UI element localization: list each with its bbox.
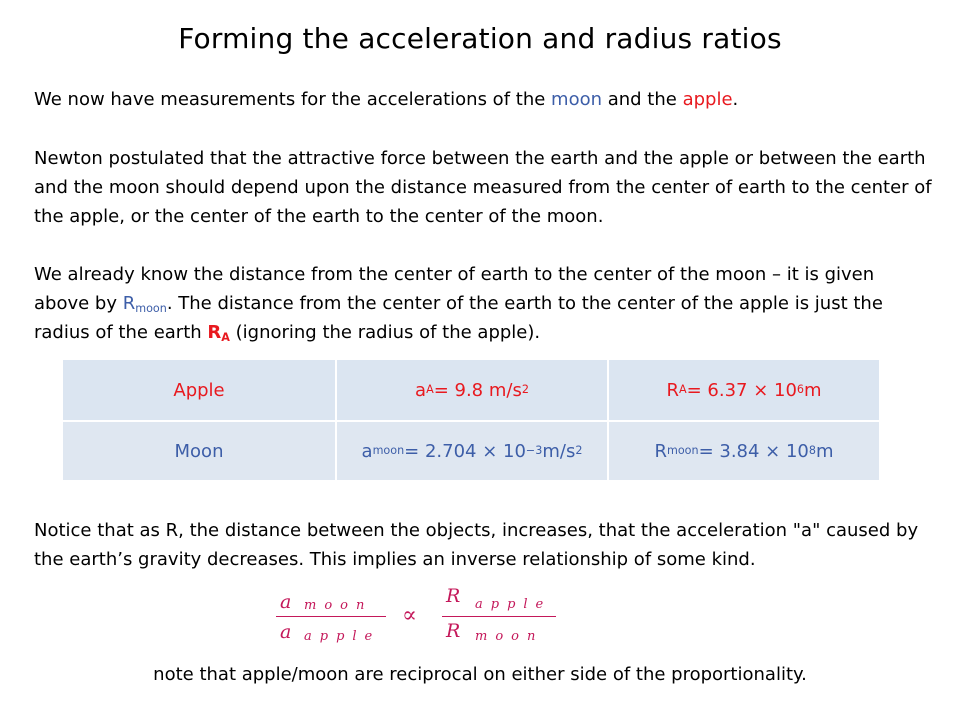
- measurements-table: [63, 360, 879, 480]
- p1-text-after: .: [732, 89, 739, 110]
- moon-r-value: = 3.84 × 10: [698, 440, 809, 462]
- paragraph-measurements: [34, 85, 934, 114]
- reciprocal-note: note that apple/moon are reciprocal on either side of the proportionality.: [153, 664, 807, 685]
- p1-apple-word: apple: [682, 89, 733, 110]
- apple-a-symbol: a: [415, 379, 427, 401]
- right-fraction-line: [442, 616, 556, 617]
- proportionality-formula: [270, 583, 570, 645]
- proportional-symbol: ∝: [402, 603, 417, 628]
- p3-text-b: . The distance from the center of the earth to the center of the apple is just the radius of the earth: [34, 293, 883, 343]
- moon-a-value: = 2.704 × 10: [404, 440, 526, 462]
- formula-numerator-a: a: [280, 591, 292, 613]
- formula-numerator-sub: moon: [304, 598, 373, 613]
- p3-r-symbol: R: [122, 293, 136, 314]
- p3-text-c: (ignoring the radius of the apple).: [229, 322, 541, 343]
- moon-a-unit: m/s: [542, 440, 576, 462]
- left-fraction-line: [276, 616, 386, 617]
- p3-ra-subscript: A: [221, 330, 230, 344]
- moon-a-symbol: a: [361, 440, 373, 462]
- moon-label-cell: Moon: [63, 420, 335, 480]
- moon-radius-cell: R moon = 3.84 × 10 8 m: [607, 420, 879, 480]
- p3-text-a: We already know the distance from the center of earth to the center of the moon – it is given above by: [34, 264, 875, 314]
- apple-acceleration-cell: a A = 9.8 m/s 2: [335, 360, 607, 420]
- p3-r-moon-subscript: moon: [135, 301, 167, 315]
- formula-r-denominator-sub: moon: [475, 629, 544, 644]
- table-row-moon: [63, 420, 879, 480]
- p1-text-before: We now have measurements for the accelerations of the: [34, 89, 552, 110]
- moon-r-symbol: R: [654, 440, 667, 462]
- slide-title: Forming the acceleration and radius ratios: [178, 22, 782, 55]
- apple-r-value: = 6.37 × 10: [686, 379, 797, 401]
- table-row-apple: [63, 360, 879, 420]
- apple-r-symbol: R: [666, 379, 679, 401]
- apple-r-unit: m: [804, 379, 822, 401]
- formula-r-numerator: R: [446, 585, 461, 607]
- paragraph-newton: Newton postulated that the attractive force between the earth and the apple or between the earth and the moon should depend upon the distance measured from the center of earth to the center of the apple, or the center of the earth to the center of the moon.: [34, 148, 932, 227]
- formula-denominator-a: a: [280, 621, 292, 643]
- apple-radius-cell: R A = 6.37 × 10 6 m: [607, 360, 879, 420]
- p3-r-moon: [123, 293, 167, 314]
- p1-text-mid: and the: [602, 89, 683, 110]
- formula-r-numerator-sub: apple: [475, 597, 552, 612]
- p3-r-a: [207, 322, 230, 343]
- apple-a-value: = 9.8 m/s: [433, 379, 522, 401]
- apple-label-cell: Apple: [173, 379, 225, 401]
- formula-denominator-sub: apple: [304, 629, 381, 644]
- p1-moon-word: moon: [551, 89, 602, 110]
- paragraph-inverse: Notice that as R, the distance between the objects, increases, that the acceleration "a" caused by the earth’s gravity decreases. This implies an inverse relationship of some kind.: [34, 520, 919, 570]
- p3-ra-symbol: R: [207, 322, 222, 343]
- paragraph-distance: [34, 260, 934, 347]
- formula-r-denominator: R: [446, 620, 461, 642]
- moon-r-unit: m: [815, 440, 834, 462]
- moon-acceleration-cell: a moon = 2.704 × 10 −3 m/s 2: [335, 420, 607, 480]
